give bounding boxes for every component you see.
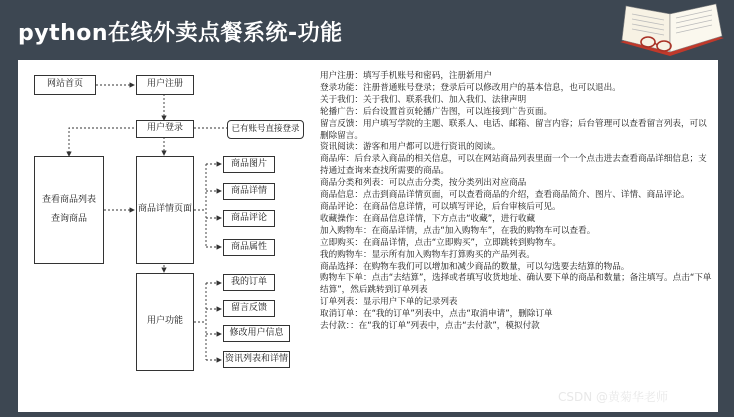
node-detail-attributes: 商品属性 [223,239,275,256]
node-has-account: 已有账号直接登录 [227,120,304,139]
desc-line: 登录功能：注册普通账号登录；登录后可以修改用户的基本信息，也可以退出。 [320,82,621,93]
node-browse [34,156,104,264]
desc-line: 商品库：后台录入商品的相关信息，可以在网站商品列表里面一个一个点击进去查看商品详细信息；支持通过查询来查找所需要的商品。 [320,154,707,177]
node-detail-info: 商品详情 [223,183,275,200]
node-detail-comments: 商品评论 [223,210,275,227]
node-register: 用户注册 [136,75,194,95]
desc-line: 轮播广告：后台设置首页轮播广告图，可以连接到广告页面。 [320,106,553,117]
desc-line: 我的购物车：显示所有加入购物车打算购买的产品列表。 [320,249,535,260]
node-edit-profile: 修改用户信息 [223,325,290,342]
content-panel [18,60,718,412]
connector-login-browse [69,128,134,156]
browse-search-label: 查询商品 [50,214,87,224]
book-icon [612,2,732,66]
node-user-functions: 用户功能 [136,273,194,371]
desc-line: 订单列表：显示用户下单的记录列表 [320,297,458,308]
node-feedback: 留言反馈 [223,300,275,317]
desc-line: 加入购物车：在商品详情，点击“加入购物车”，在我的购物车可以查看。 [320,225,596,236]
desc-line: 取消订单：在“我的订单”列表中，点击“取消申请”，删除订单 [320,309,553,320]
desc-line: 商品评论：在商品信息详情，可以填写评论，后台审核后可见。 [320,201,561,212]
node-detail-image: 商品图片 [223,156,275,173]
node-login: 用户登录 [136,120,194,138]
desc-line: 关于我们：关于我们、联系我们、加入我们、法律声明 [320,94,527,105]
desc-line: 资讯阅读：游客和用户都可以进行资讯的阅读。 [320,142,501,153]
desc-line: 立即购买：在商品详情，点击“立即购买”，立即跳转到购物车。 [320,237,561,248]
desc-line: 留言反馈：用户填写学院的主题、联系人、电话、邮箱、留言内容；后台管理可以查看留言列表，可以删除留言。 [320,118,707,141]
node-detail-page: 商品详情页面 [136,156,194,264]
desc-line: 商品选择：在购物车我们可以增加和减少商品的数量，可以勾选要去结算的物品。 [320,261,630,272]
desc-line: 用户注册：填写手机账号和密码，注册新用户 [320,71,492,81]
node-my-orders: 我的订单 [223,274,275,291]
desc-line: 商品分类和列表：可以点击分类，按分类列出对应商品 [320,178,527,189]
node-home: 网站首页 [34,75,96,95]
browse-list-label: 查看商品列表 [41,194,96,205]
watermark: CSDN @黄菊华老师 [558,390,669,404]
desc-line: 购物车下单：点击“去结算”，选择或者填写收货地址、确认要下单的商品和数量；备注填写。点击“下单结算”，然后跳转到订单列表 [320,273,712,296]
desc-line: 去付款：：在“我的订单”列表中，点击“去付款”，模拟付款 [320,321,540,332]
page-title: python在线外卖点餐系统-功能 [18,21,343,46]
feature-description-list [320,71,712,333]
node-news: 资讯列表和详情 [223,351,290,368]
desc-line: 商品信息：点击到商品详情页面，可以查看商品的介绍，查看商品简介、图片、详情、商品评论。 [320,190,690,201]
desc-line: 收藏操作：在商品信息详情，下方点击“收藏”，进行收藏 [320,213,536,224]
